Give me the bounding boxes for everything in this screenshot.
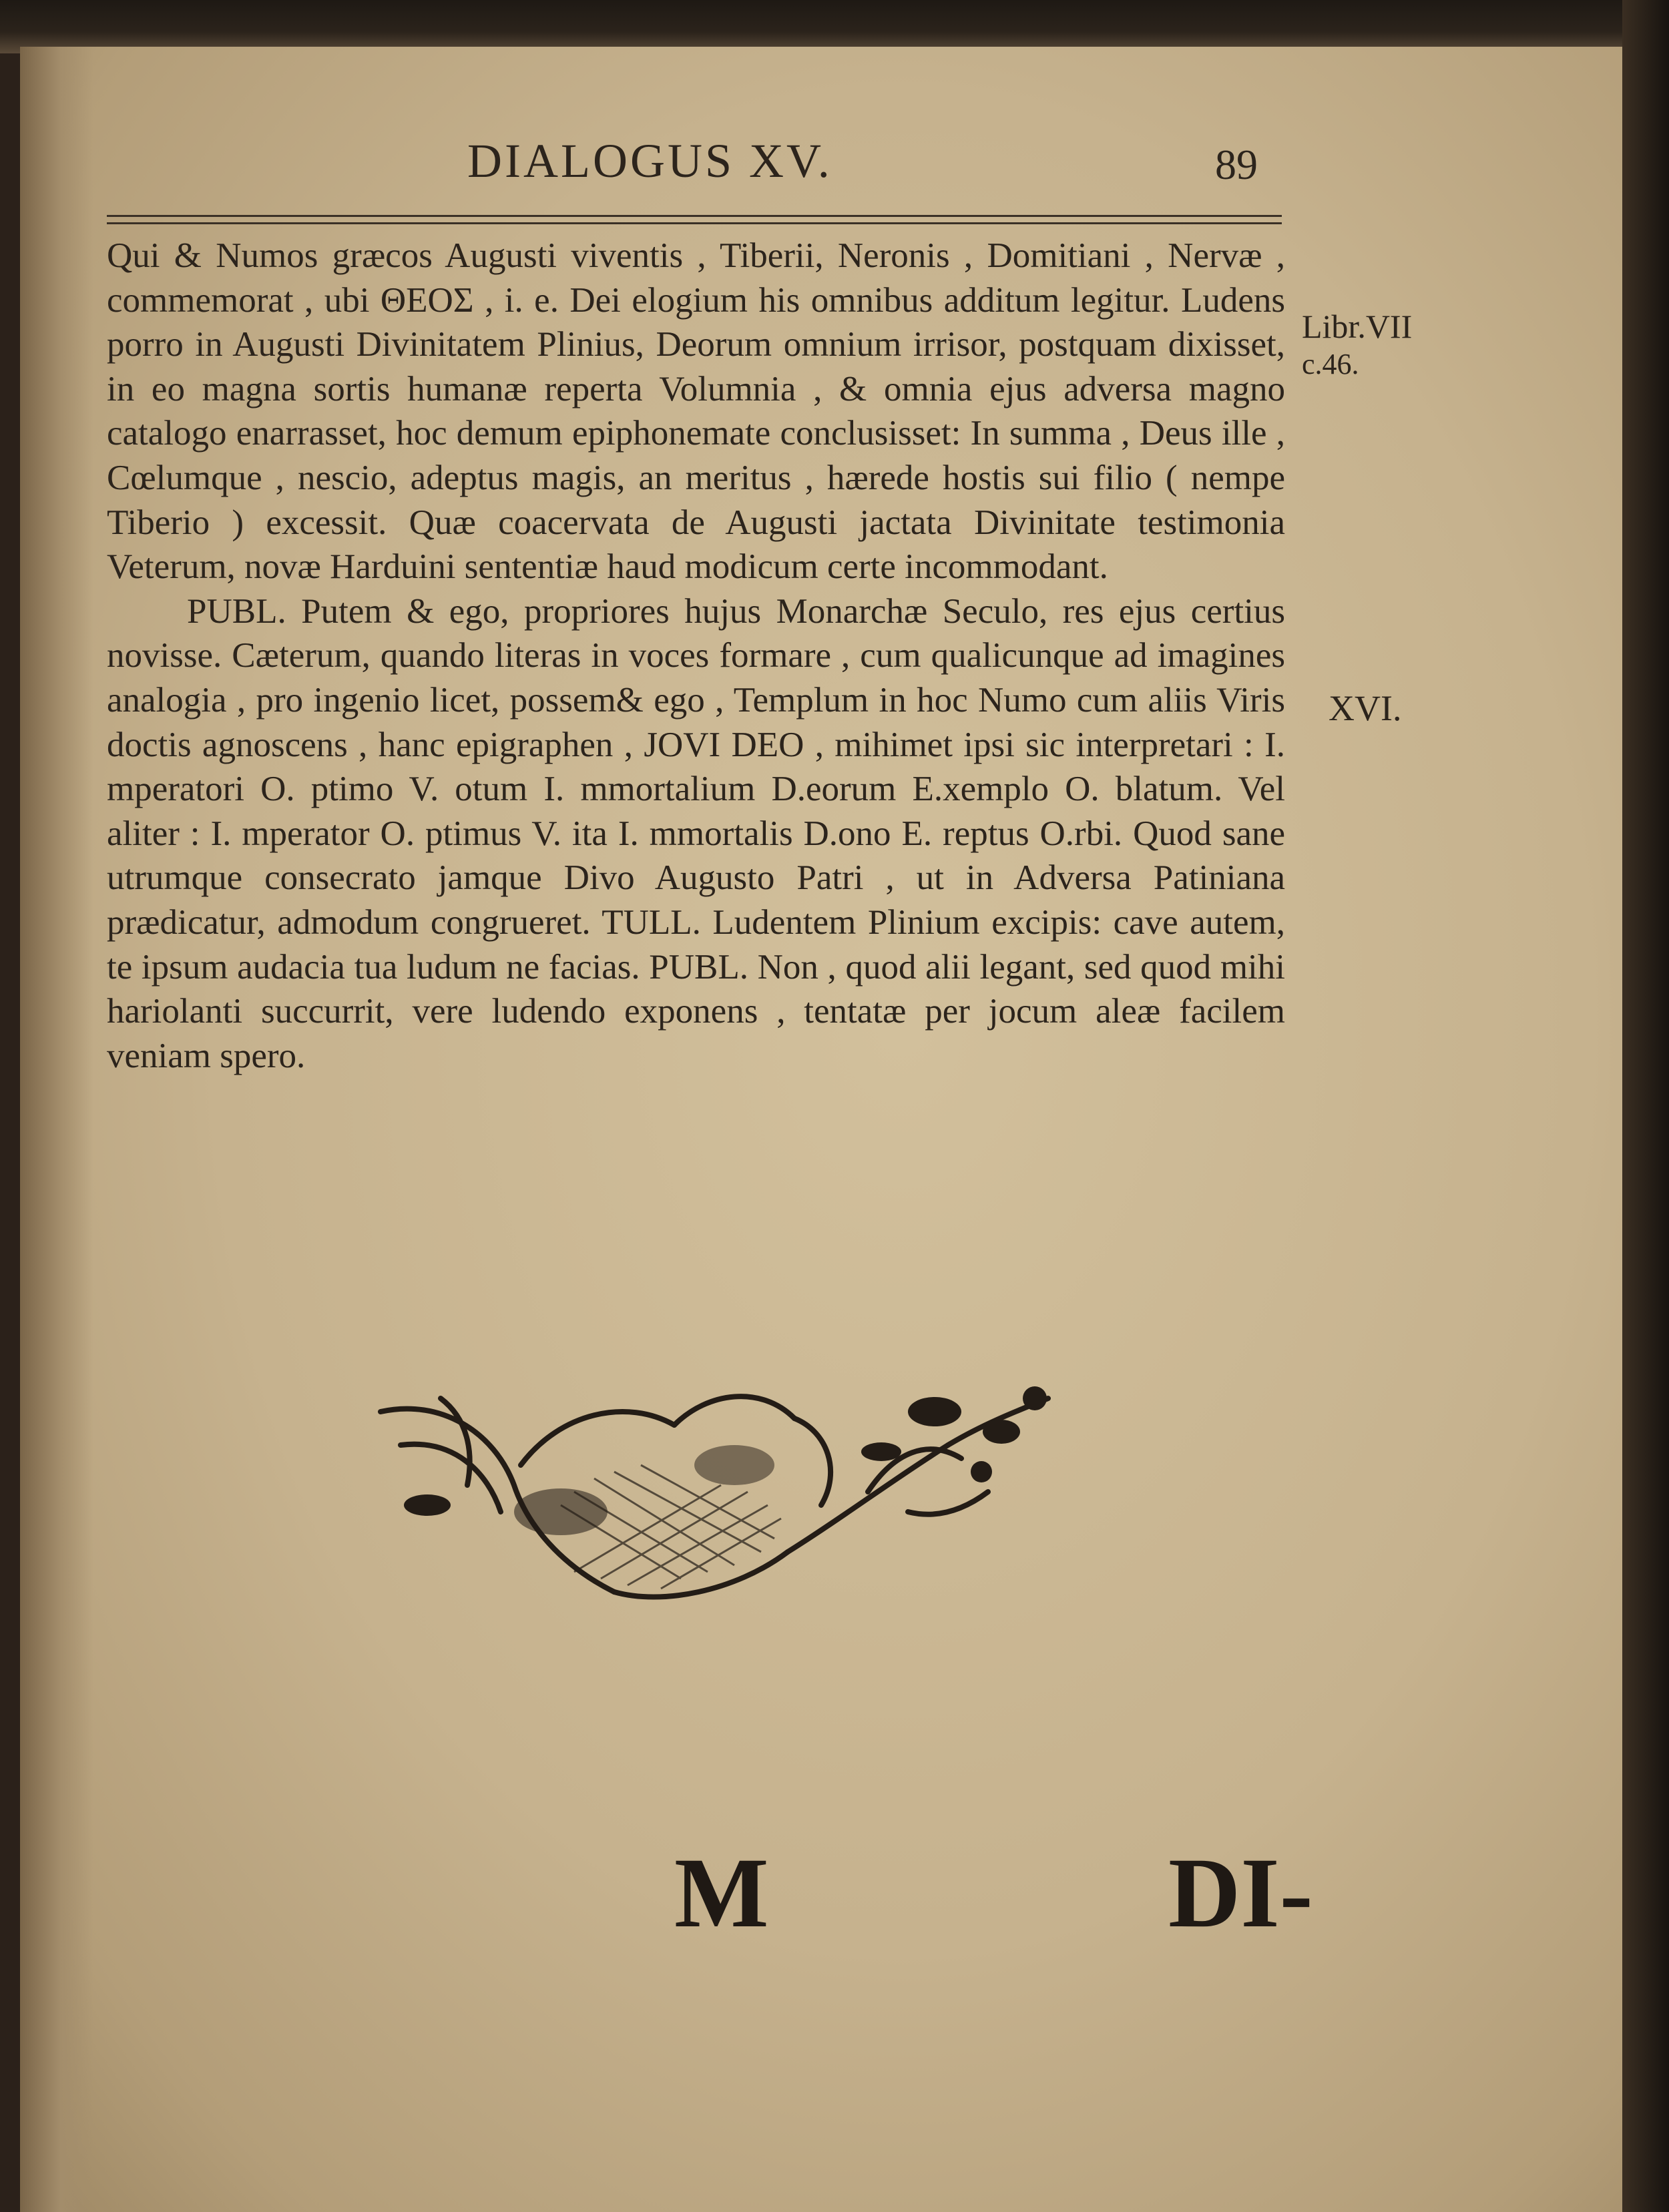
paragraph-1: Qui & Numos græcos Augusti viventis , Tiberii, Neronis , Domitiani , Nervæ , commemorat , ubi ΘΕΟΣ , i. e. Dei elogium his omnibus additum legitur. Ludens porro in Augusti Divinitatem Plinius, Deorum omnium irrisor, postquam dixisset, in eo magna sortis humanæ reperta Volumnia , & omnia ejus adversa magno catalogo enarrasset, hoc demum epiphonemate conclusisset: In summa , Deus ille , Cœlumque , nescio, adeptus magis, an meritus , hærede hostis sui filio ( nempe Tiberio ) excessit. Quæ coacervata de Augusti jactata Divinitate testimonia Veterum, novæ Harduini sententiæ haud modicum certe incommodant. (107, 236, 1285, 587)
running-head: DIALOGUS XV. (467, 134, 832, 188)
marginal-note-chapter-ref: c.46. (1302, 348, 1359, 380)
floral-tailpiece-ornament-icon (361, 1372, 1068, 1625)
main-text (107, 234, 1285, 1078)
scan-top-edge (0, 0, 1669, 53)
paragraph-2: PUBL. Putem & ego, propriores hujus Monarchæ Seculo, res ejus certius novisse. Cæterum, quando literas in voces formare , cum qualicunque ad imagines analogia , pro ingenio licet, possem& ego , Templum in hoc Numo cum aliis Viris doctis agnoscens , hanc epigraphen , JOVI DEO , mihimet ipsi sic interpretari : I. mperatori O. ptimo V. otum I. mmortalium D.eorum E.xemplo O. blatum. Vel aliter : I. mperator O. ptimus V. ita I. mmortalis D.ono E. reptus O.rbi. Quod sane utrumque consecrato jamque Divo Augusto Patri , ut in Adversa Patiniana prædicatur, admodum congrueret. TULL. Ludentem Plinium excipis: cave autem, te ipsum audacia tua ludum ne facias. PUBL. Non , quod alii legant, sed quod mihi hariolanti succurrit, vere ludendo exponens , tentatæ per jocum aleæ facilem veniam spero. (107, 591, 1285, 1075)
scan-right-edge (1622, 0, 1669, 2212)
catchword-left: M (674, 1838, 769, 1948)
header-rule (107, 215, 1282, 224)
page-gutter-shadow (20, 47, 93, 2212)
page-number: 89 (1215, 141, 1258, 188)
marginal-note-section-number: XVI. (1329, 688, 1402, 728)
catchword-right: DI- (1168, 1838, 1313, 1948)
marginal-note-book-ref: Libr.VII (1302, 308, 1413, 345)
